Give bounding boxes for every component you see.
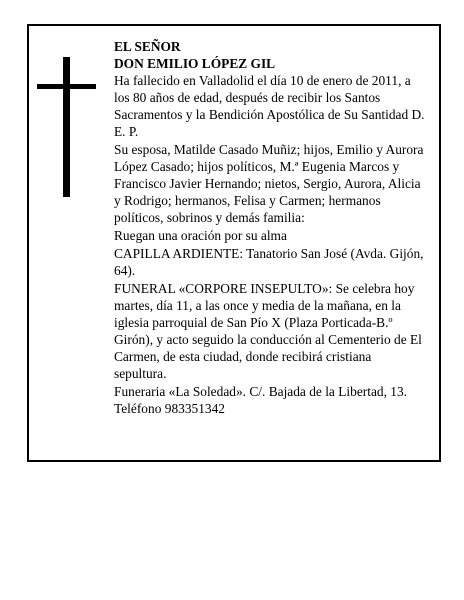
funeral-info: FUNERAL «CORPORE INSEPULTO»: Se celebra hoy martes, día 11, a las once y media de la mañana, en la iglesia parroquial de San Pío X (Plaza Porticada-B.º Girón), y acto seguido la conducción al Cementerio de El Carmen, de esta ciudad, donde recibirá cristiana sepultura. (114, 281, 422, 381)
notice-title: EL SEÑOR (114, 39, 181, 54)
funeral-home-info: Funeraria «La Soledad». C/. Bajada de la Libertad, 13. Teléfono 983351342 (114, 384, 408, 416)
deceased-name: DON EMILIO LÓPEZ GIL (114, 56, 276, 71)
family-list: Su esposa, Matilde Casado Muñiz; hijos, Emilio y Aurora López Casado; hijos políticos, M.ª Eugenia Marcos y Francisco Javier Hernando; nietos, Sergio, Aurora, Alicia y Rodrigo; hermanos, Felisa y Carmen; hermanos políticos, sobrinos y demás familia: (114, 142, 424, 225)
cross-icon (63, 57, 70, 197)
death-announcement: Ha fallecido en Valladolid el día 10 de enero de 2011, a los 80 años de edad, después de recibir los Santos Sacramentos y la Bendición Apostólica de Su Santidad D. E. P. (114, 73, 425, 139)
prayer-request: Ruegan una oración por su alma (114, 228, 287, 243)
obituary-text-block (114, 38, 426, 418)
cross-icon-crossbar (37, 84, 96, 89)
chapel-info: CAPILLA ARDIENTE: Tanatorio San José (Avda. Gijón, 64). (114, 246, 424, 278)
